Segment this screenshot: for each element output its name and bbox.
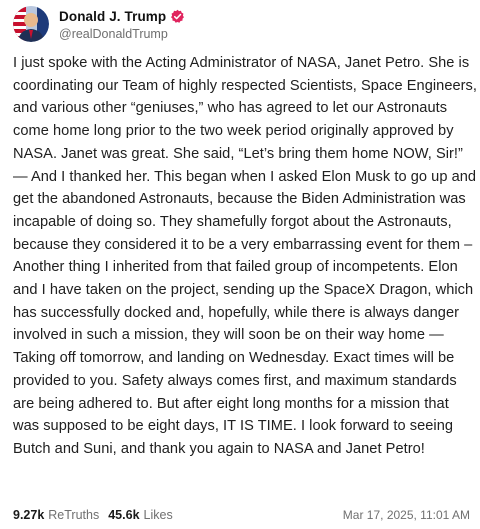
author-display-name[interactable]: Donald J. Trump <box>59 9 167 24</box>
author-handle[interactable]: @realDonaldTrump <box>59 26 168 41</box>
author-name-row <box>59 8 185 26</box>
retruths-label: ReTruths <box>48 508 100 522</box>
post-header <box>13 6 185 42</box>
likes-count: 45.6k <box>108 508 140 522</box>
post-timestamp[interactable]: Mar 17, 2025, 11:01 AM <box>342 508 470 522</box>
likes-label: Likes <box>143 508 173 522</box>
likes-stat[interactable] <box>108 508 172 522</box>
verified-badge-icon <box>170 9 185 24</box>
author-names <box>59 8 185 41</box>
retruths-count: 9.27k <box>13 508 45 522</box>
post-text: I just spoke with the Acting Administrator of NASA, Janet Petro. She is coordinating our Team of highly respected Scientists, Space Engineers, and various other “geniuses,” who has agreed to let our Astronauts come home long prior to the two week period originally approved by NASA. Janet was great. She said, “Let’s bring them home NOW, Sir!” — And I thanked her. This began when I asked Elon Musk to go up and get the abandoned Astronauts, because the Biden Administration was incapable of doing so. They shamefully forgot about the Astronauts, because they considered it to be a very embarrassing event for them – Another thing I inherited from that failed group of incompetents. Elon and I have taken on the project, sending up the SpaceX Dragon, which has successfully docked and, hopefully, while there is always danger involved in such a mission, they will soon be on their way home — Taking off tomorrow, and landing on Wednesday. Exact times will be provided to you. Safety always comes first, and maximum standards are being adhered to. But after eight long months for a mission that was supposed to be eight days, IT IS TIME. I look forward to seeing Butch and Suni, and thank you again to NASA and Janet Petro! <box>13 55 478 457</box>
profile-avatar-icon <box>13 6 49 42</box>
post-footer <box>13 506 470 524</box>
avatar[interactable] <box>13 6 49 42</box>
retruths-stat[interactable] <box>13 508 99 522</box>
